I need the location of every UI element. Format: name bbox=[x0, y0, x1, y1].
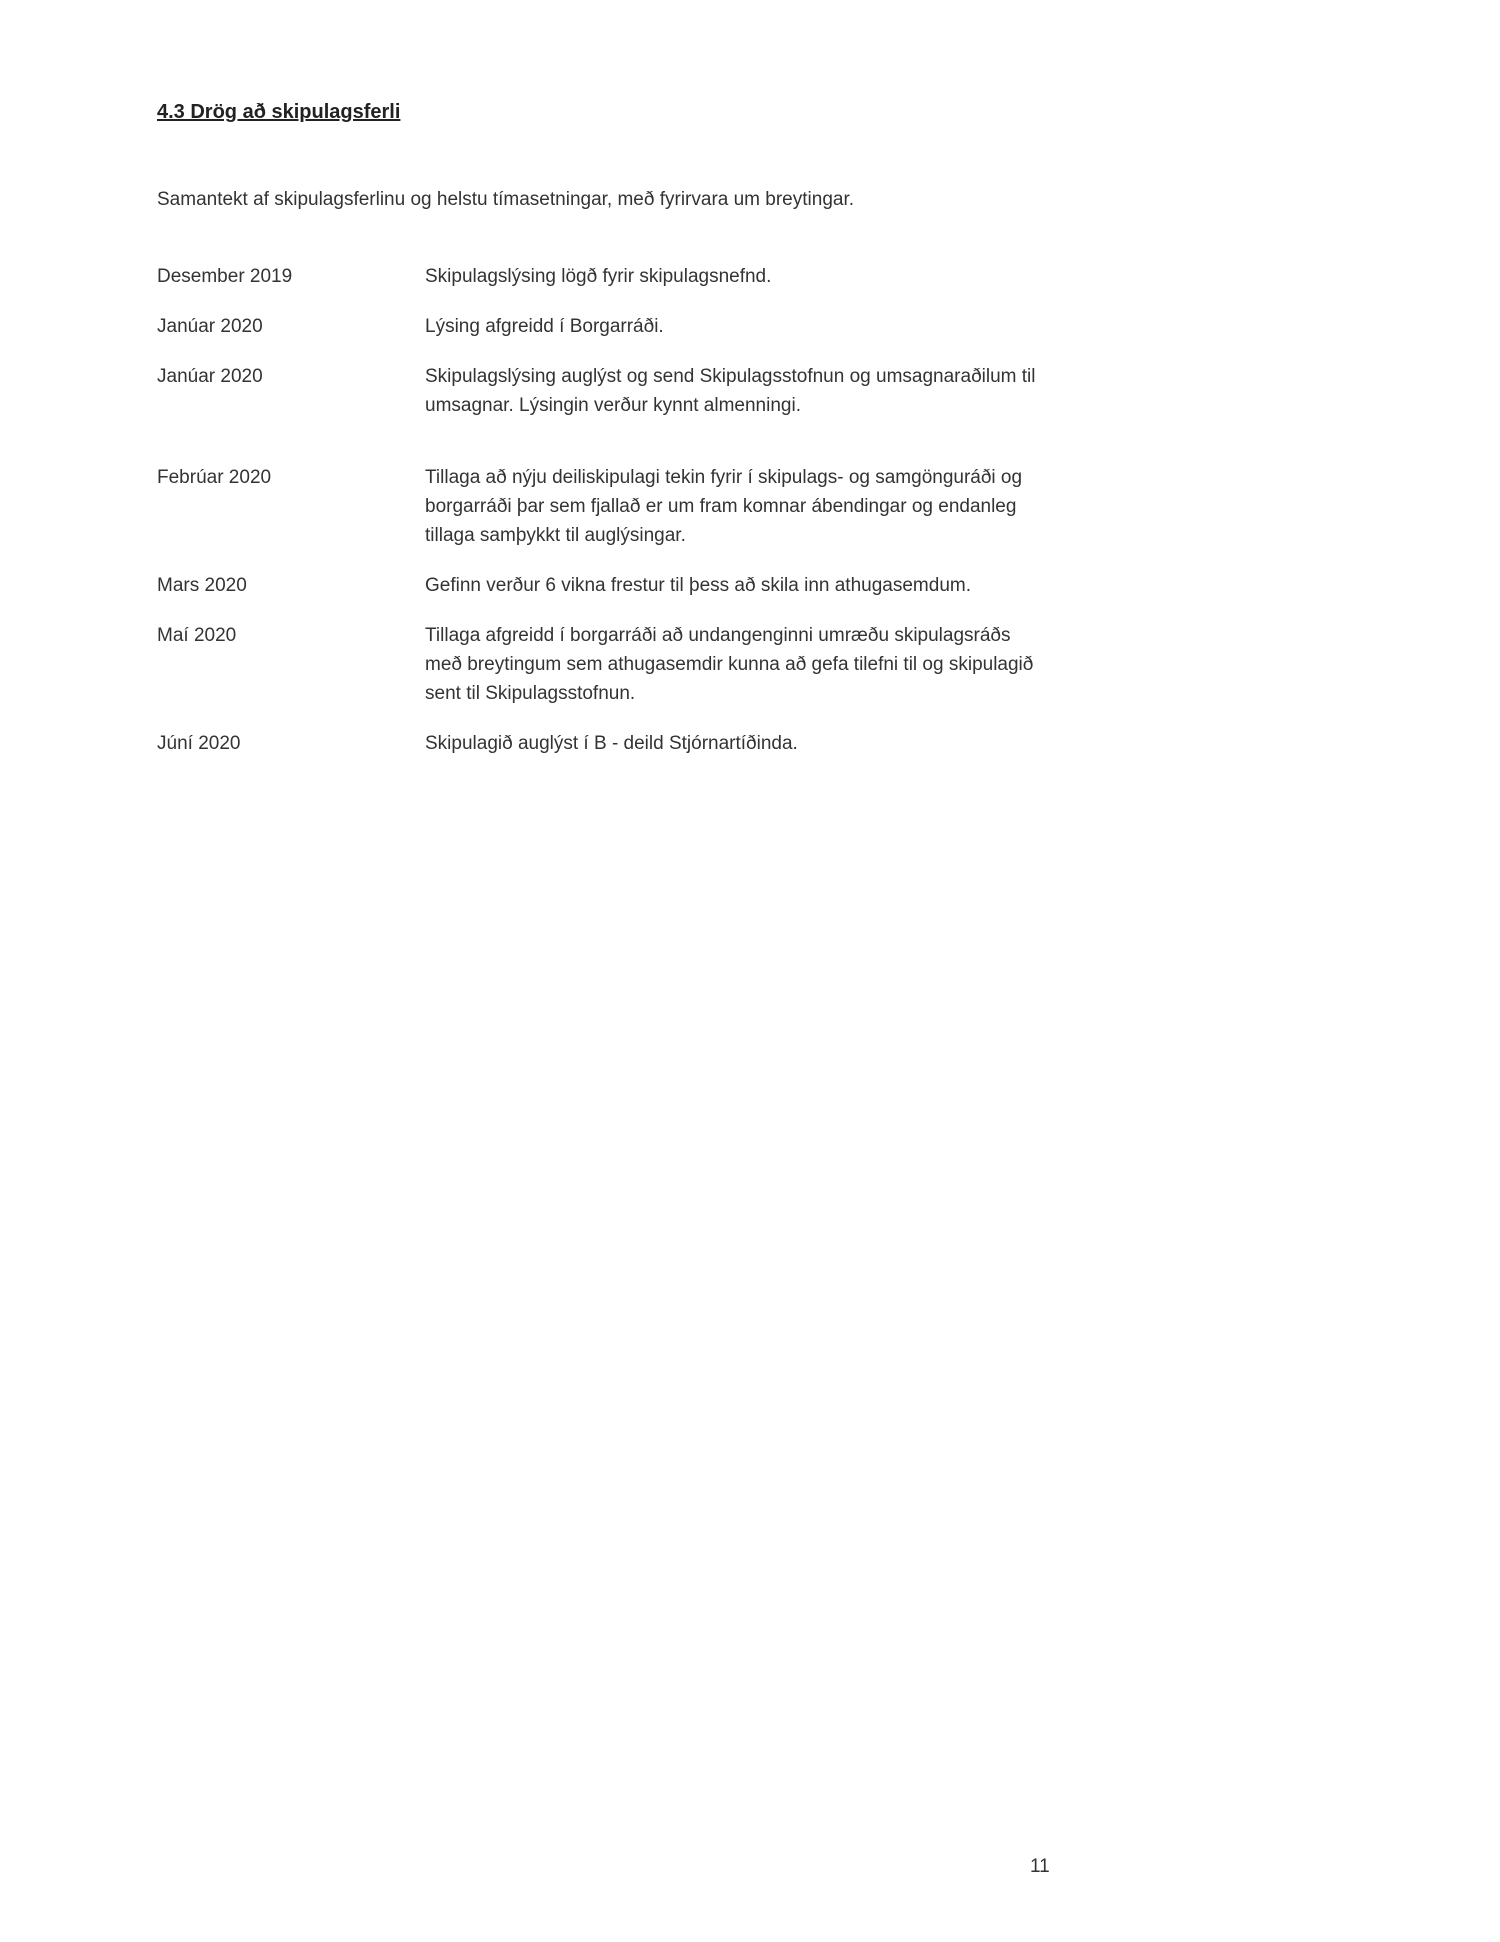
timeline-date: Mars 2020 bbox=[157, 575, 247, 596]
section-heading: 4.3 Drög að skipulagsferli bbox=[157, 101, 401, 123]
timeline-row bbox=[157, 262, 1057, 291]
intro-paragraph: Samantekt af skipulagsferlinu og helstu tímasetningar, með fyrirvara um breytingar. bbox=[157, 189, 855, 210]
timeline-description: Skipulagið auglýst í B - deild Stjórnartíðinda. bbox=[425, 733, 798, 754]
timeline-description: Skipulagslýsing lögð fyrir skipulagsnefnd. bbox=[425, 266, 772, 287]
timeline-description: Gefinn verður 6 vikna frestur til þess að skila inn athugasemdum. bbox=[425, 575, 971, 596]
timeline-row bbox=[157, 463, 1057, 550]
timeline-date: Febrúar 2020 bbox=[157, 467, 272, 488]
timeline-date: Janúar 2020 bbox=[157, 316, 263, 337]
document-content bbox=[157, 98, 1057, 779]
timeline-description: Lýsing afgreidd í Borgarráði. bbox=[425, 316, 664, 337]
timeline-row bbox=[157, 571, 1057, 600]
timeline-description: Skipulagslýsing auglýst og send Skipulagsstofnun og umsagnaraðilum til umsagnar. Lýsingin verður kynnt almenningi. bbox=[425, 366, 1036, 416]
timeline-date: Maí 2020 bbox=[157, 625, 237, 646]
timeline-description: Tillaga afgreidd í borgarráði að undangenginni umræðu skipulagsráðs með breytingum sem athugasemdir kunna að gefa tilefni til og skipulagið sent til Skipulagsstofnun. bbox=[425, 625, 1034, 704]
timeline-row bbox=[157, 729, 1057, 758]
timeline bbox=[157, 262, 1057, 758]
timeline-description: Tillaga að nýju deiliskipulagi tekin fyrir í skipulags- og samgönguráði og borgarráði þar sem fjallað er um fram komnar ábendingar og endanleg tillaga samþykkt til auglýsingar. bbox=[425, 467, 1023, 546]
timeline-date: Janúar 2020 bbox=[157, 366, 263, 387]
timeline-row bbox=[157, 312, 1057, 341]
timeline-row bbox=[157, 362, 1057, 420]
timeline-row bbox=[157, 621, 1057, 708]
timeline-date: Desember 2019 bbox=[157, 266, 293, 287]
timeline-date: Júní 2020 bbox=[157, 733, 241, 754]
page-number: 11 bbox=[1030, 1856, 1050, 1877]
